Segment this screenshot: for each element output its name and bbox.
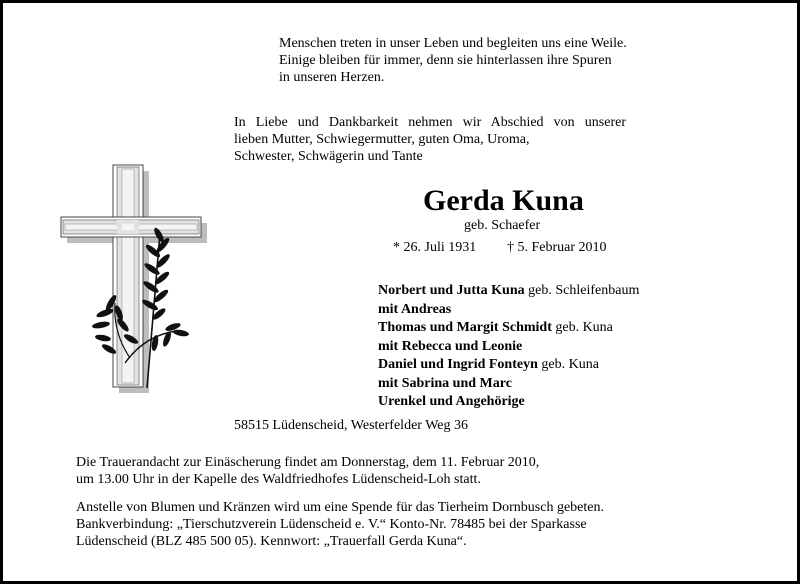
death-date: † 5. Februar 2010 (507, 240, 607, 255)
mourner-name: Daniel und Ingrid Fonteyn (378, 357, 538, 372)
donation-line: Lüdenscheid (BLZ 485 500 05). Kennwort: „Trauerfall Gerda Kuna“. (76, 534, 467, 549)
mourner-row (378, 301, 639, 320)
intro-line: Schwester, Schwägerin und Tante (234, 149, 423, 164)
farewell-intro (234, 114, 626, 165)
mourner-note: geb. Kuna (551, 320, 613, 335)
mourner-name: Thomas und Margit Schmidt (378, 320, 552, 335)
mourner-row (378, 319, 639, 338)
mourner-row (378, 338, 639, 357)
donation-line: Bankverbindung: „Tierschutzverein Lüdenscheid e. V.“ Konto-Nr. 78485 bei der Sparkasse (76, 517, 587, 532)
mourner-row (378, 393, 639, 412)
mourners-list (378, 282, 639, 412)
mourner-row (378, 375, 639, 394)
mourner-note: geb. Schleifenbaum (524, 283, 640, 298)
family-address: 58515 Lüdenscheid, Westerfelder Weg 36 (234, 418, 468, 433)
donation-info (76, 499, 604, 550)
poem-line: in unseren Herzen. (279, 70, 385, 85)
poem-line: Einige bleiben für immer, denn sie hinterlassen ihre Spuren (279, 53, 612, 68)
birth-date: * 26. Juli 1931 (393, 240, 477, 255)
mourner-row (378, 356, 639, 375)
poem-line: Menschen treten in unser Leben und begleiten uns eine Weile. (279, 36, 627, 51)
intro-line: In Liebe und Dankbarkeit nehmen wir Abschied von unserer (234, 115, 626, 130)
service-line: Die Trauerandacht zur Einäscherung findet am Donnerstag, dem 11. Februar 2010, (76, 455, 540, 470)
mourner-row (378, 282, 639, 301)
mourner-name: Urenkel und Angehörige (378, 394, 525, 409)
intro-line: lieben Mutter, Schwiegermutter, guten Oma, Uroma, (234, 132, 530, 147)
service-info (76, 454, 539, 488)
cross-with-palm-branch-icon (55, 163, 210, 393)
mourner-name: mit Andreas (378, 301, 452, 317)
mourner-name: mit Rebecca und Leonie (378, 338, 523, 354)
poem-quote (279, 35, 627, 86)
service-line: um 13.00 Uhr in der Kapelle des Waldfriedhofes Lüdenscheid-Loh statt. (76, 472, 481, 487)
mourner-note: geb. Kuna (537, 357, 599, 372)
maiden-name: geb. Schaefer (464, 218, 541, 233)
mourner-name: mit Sabrina und Marc (378, 375, 512, 391)
deceased-name: Gerda Kuna (423, 184, 584, 217)
donation-line: Anstelle von Blumen und Kränzen wird um eine Spende für das Tierheim Dornbusch gebeten. (76, 500, 605, 515)
mourner-name: Norbert und Jutta Kuna (378, 283, 525, 298)
